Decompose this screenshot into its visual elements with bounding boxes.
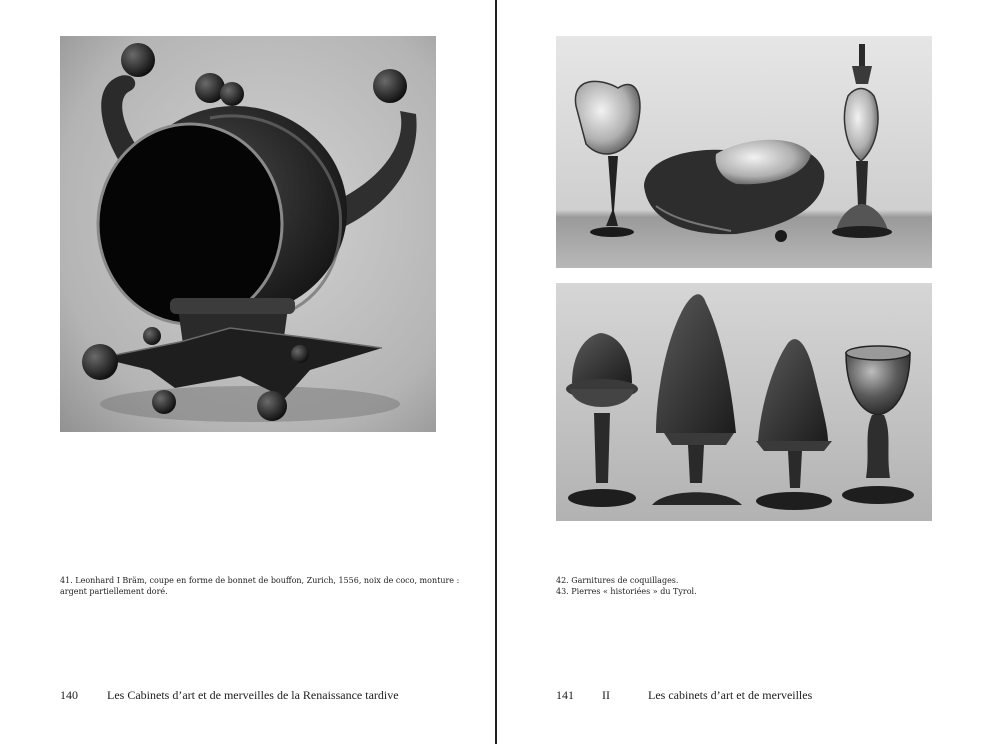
running-title: Les Cabinets d’art et de merveilles de la Renaissance tardive (107, 688, 399, 702)
chapter-number: II (602, 688, 610, 702)
caption-line: argent partiellement doré. (60, 587, 168, 596)
figure-caption (556, 575, 697, 597)
page-number: 140 (60, 688, 78, 702)
figure-caption (60, 575, 459, 597)
right-page (497, 0, 992, 744)
photo-shell-garnitures (556, 36, 932, 268)
photo-coconut-cup (60, 36, 436, 432)
photo-tyrol-stones (556, 283, 932, 521)
caption-line: 41. Leonhard I Bräm, coupe en forme de bonnet de bouffon, Zurich, 1556, noix de coco, monture : (60, 576, 460, 585)
caption-line: 43. Pierres « historiées » du Tyrol. (556, 587, 697, 596)
caption-line: 42. Garnitures de coquillages. (556, 576, 679, 585)
page-number: 141 (556, 688, 574, 702)
running-title: Les cabinets d’art et de merveilles (648, 688, 813, 702)
